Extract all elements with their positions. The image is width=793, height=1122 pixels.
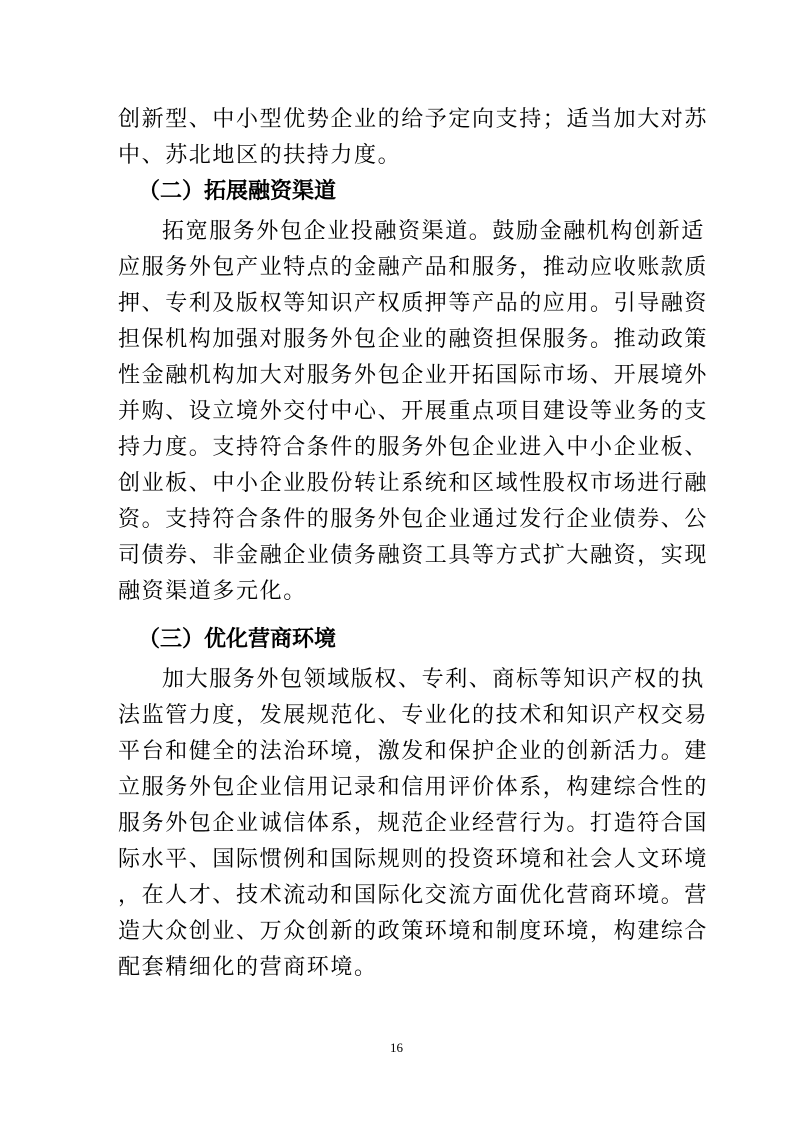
paragraph-line: 创新型、中小型优势企业的给予定向支持；适当加大对苏	[118, 107, 709, 132]
section-heading: （三）优化营商环境	[138, 627, 337, 652]
paragraph-line: 性金融机构加大对服务外包企业开拓国际市场、开展境外	[118, 363, 709, 388]
paragraph-line: 造大众创业、万众创新的政策环境和制度环境，构建综合	[118, 919, 709, 944]
paragraph-line: 押、专利及版权等知识产权质押等产品的应用。引导融资	[118, 291, 709, 316]
paragraph-line: 应服务外包产业特点的金融产品和服务，推动应收账款质	[118, 255, 709, 280]
paragraph-line: 司债券、非金融企业债务融资工具等方式扩大融资，实现	[118, 543, 709, 568]
paragraph-line: 服务外包企业诚信体系，规范企业经营行为。打造符合国	[118, 811, 709, 836]
paragraph-line: 平台和健全的法治环境，激发和保护企业的创新活力。建	[118, 739, 709, 764]
paragraph-line: 拓宽服务外包企业投融资渠道。鼓励金融机构创新适	[162, 219, 705, 244]
paragraph-line: 资。支持符合条件的服务外包企业通过发行企业债券、公	[118, 507, 709, 532]
paragraph-line: 加大服务外包领域版权、专利、商标等知识产权的执	[162, 667, 705, 692]
paragraph-line: 担保机构加强对服务外包企业的融资担保服务。推动政策	[118, 327, 709, 352]
paragraph-line: 持力度。支持符合条件的服务外包企业进入中小企业板、	[118, 435, 709, 460]
paragraph-line: 融资渠道多元化。	[118, 579, 307, 604]
paragraph-line: 中、苏北地区的扶持力度。	[118, 143, 402, 168]
paragraph-line: 创业板、中小企业股份转让系统和区域性股权市场进行融	[118, 471, 709, 496]
section-heading: （二）拓展融资渠道	[138, 179, 337, 204]
paragraph-line: 法监管力度，发展规范化、专业化的技术和知识产权交易	[118, 703, 709, 728]
page-number: 16	[390, 1040, 403, 1055]
paragraph-line: 际水平、国际惯例和国际规则的投资环境和社会人文环境	[118, 847, 709, 872]
paragraph-line: ，在人才、技术流动和国际化交流方面优化营商环境。营	[118, 883, 709, 908]
paragraph-line: 并购、设立境外交付中心、开展重点项目建设等业务的支	[118, 399, 709, 424]
paragraph-line: 立服务外包企业信用记录和信用评价体系，构建综合性的	[118, 775, 709, 800]
paragraph-line: 配套精细化的营商环境。	[118, 955, 378, 980]
